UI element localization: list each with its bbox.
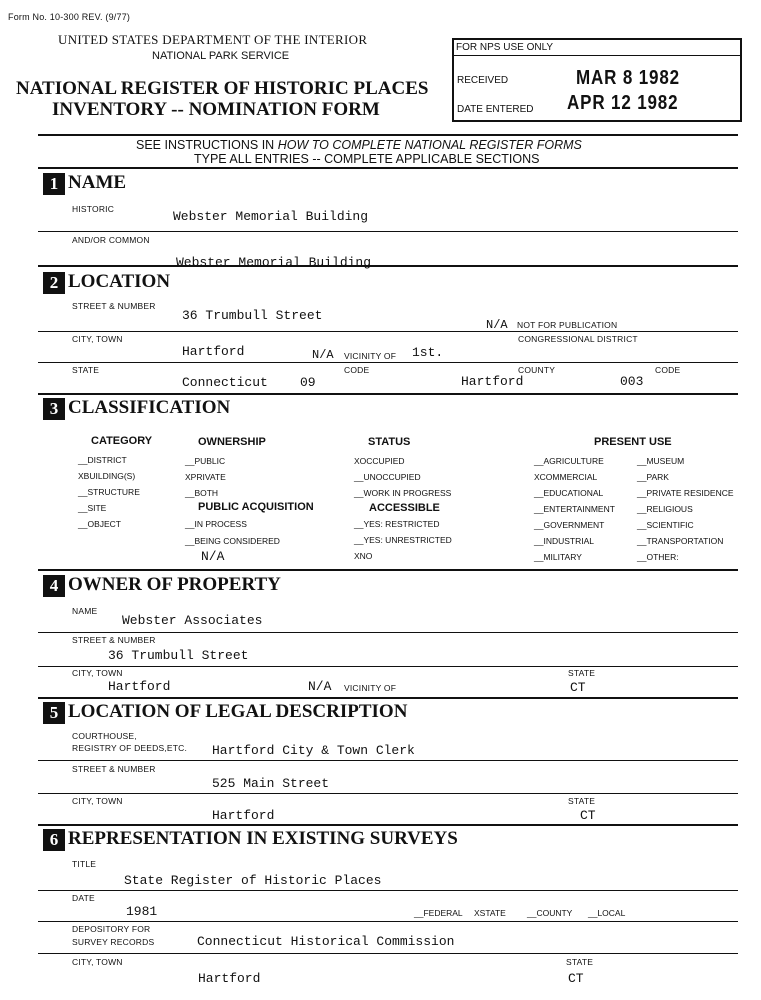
instructions-line1 bbox=[136, 138, 582, 152]
section-number: 3 bbox=[43, 398, 65, 420]
owner-city-label: CITY, TOWN bbox=[72, 668, 123, 678]
use-industrial[interactable]: __INDUSTRIAL bbox=[534, 536, 594, 546]
instructions-manual-title: HOW TO COMPLETE NATIONAL REGISTER FORMS bbox=[277, 138, 582, 152]
ownership-public[interactable]: __PUBLIC bbox=[185, 456, 226, 466]
district-field[interactable]: 1st. bbox=[412, 345, 444, 360]
rule bbox=[38, 953, 738, 954]
state-field[interactable]: Connecticut bbox=[182, 375, 268, 390]
use-educational[interactable]: __EDUCATIONAL bbox=[534, 488, 604, 498]
rule bbox=[38, 890, 738, 891]
rule bbox=[38, 921, 738, 922]
level-county[interactable]: __COUNTY bbox=[527, 908, 573, 918]
form-number: Form No. 10-300 REV. (9/77) bbox=[8, 12, 131, 22]
nps-box-heading: FOR NPS USE ONLY bbox=[456, 42, 554, 53]
legal-state-field[interactable]: CT bbox=[580, 808, 596, 823]
not-for-publication-label: NOT FOR PUBLICATION bbox=[517, 320, 618, 330]
courthouse-label: COURTHOUSE, bbox=[72, 731, 137, 741]
survey-city-field[interactable]: Hartford bbox=[198, 971, 261, 986]
rule bbox=[38, 666, 738, 667]
street-label: STREET & NUMBER bbox=[72, 301, 156, 311]
rule bbox=[38, 760, 738, 761]
category-site[interactable]: __SITE bbox=[78, 503, 107, 513]
owner-street-field[interactable]: 36 Trumbull Street bbox=[108, 648, 249, 663]
district-label: CONGRESSIONAL DISTRICT bbox=[518, 334, 638, 344]
section-title: CLASSIFICATION bbox=[68, 397, 231, 418]
section-number: 1 bbox=[43, 173, 65, 195]
use-entertainment[interactable]: __ENTERTAINMENT bbox=[534, 504, 615, 514]
survey-state-label: STATE bbox=[566, 957, 594, 967]
owner-street-label: STREET & NUMBER bbox=[72, 635, 156, 645]
section-title: NAME bbox=[68, 172, 127, 193]
received-label: RECEIVED bbox=[457, 75, 509, 86]
service-name: NATIONAL PARK SERVICE bbox=[152, 50, 290, 62]
status-unoccupied[interactable]: __UNOCCUPIED bbox=[354, 472, 421, 482]
section-number: 5 bbox=[43, 702, 65, 724]
acquisition-being-considered[interactable]: __BEING CONSIDERED bbox=[185, 536, 280, 546]
date-entered-label: DATE ENTERED bbox=[457, 104, 534, 115]
use-commercial[interactable]: XCOMMERCIAL bbox=[534, 472, 598, 482]
status-work-in-progress[interactable]: __WORK IN PROGRESS bbox=[354, 488, 452, 498]
street-field[interactable]: 36 Trumbull Street bbox=[182, 308, 323, 323]
section-title: OWNER OF PROPERTY bbox=[68, 574, 281, 595]
rule bbox=[38, 167, 738, 169]
accessible-no[interactable]: XNO bbox=[354, 551, 373, 561]
courthouse-field[interactable]: Hartford City & Town Clerk bbox=[212, 743, 415, 758]
acquisition-in-process[interactable]: __IN PROCESS bbox=[185, 519, 247, 529]
received-stamp: MAR 8 1982 bbox=[576, 67, 680, 89]
date-entered-stamp: APR 12 1982 bbox=[567, 92, 679, 114]
section-title: LOCATION OF LEGAL DESCRIPTION bbox=[68, 701, 408, 722]
owner-state-field[interactable]: CT bbox=[570, 680, 586, 695]
city-field[interactable]: Hartford bbox=[182, 344, 245, 359]
legal-street-label: STREET & NUMBER bbox=[72, 764, 156, 774]
survey-title-field[interactable]: State Register of Historic Places bbox=[124, 873, 382, 888]
nps-box-divider bbox=[454, 55, 740, 56]
legal-city-label: CITY, TOWN bbox=[72, 796, 123, 806]
category-district[interactable]: __DISTRICT bbox=[78, 455, 127, 465]
status-occupied[interactable]: XOCCUPIED bbox=[354, 456, 405, 466]
rule bbox=[38, 362, 738, 363]
rule bbox=[38, 632, 738, 633]
historic-name-field[interactable]: Webster Memorial Building bbox=[173, 209, 369, 224]
vicinity-label: VICINITY OF bbox=[344, 351, 397, 361]
rule bbox=[38, 265, 738, 267]
section-number: 4 bbox=[43, 575, 65, 597]
survey-date-field[interactable]: 1981 bbox=[126, 904, 158, 919]
county-field[interactable]: Hartford bbox=[461, 374, 524, 389]
depository-label: DEPOSITORY FOR bbox=[72, 924, 151, 934]
present-use-heading: PRESENT USE bbox=[594, 436, 672, 448]
category-heading: CATEGORY bbox=[91, 435, 153, 447]
survey-records-label: SURVEY RECORDS bbox=[72, 937, 155, 947]
historic-label: HISTORIC bbox=[72, 204, 115, 214]
legal-state-label: STATE bbox=[568, 796, 596, 806]
ownership-heading: OWNERSHIP bbox=[198, 436, 266, 448]
use-military[interactable]: __MILITARY bbox=[534, 552, 582, 562]
use-park[interactable]: __PARK bbox=[637, 472, 669, 482]
rule bbox=[38, 569, 738, 571]
category-object[interactable]: __OBJECT bbox=[78, 519, 121, 529]
county-code-label: CODE bbox=[655, 365, 681, 375]
level-federal[interactable]: __FEDERAL bbox=[414, 908, 463, 918]
common-name-label: AND/OR COMMON bbox=[72, 235, 150, 245]
rule bbox=[38, 231, 738, 232]
accessible-heading: ACCESSIBLE bbox=[369, 502, 440, 514]
legal-street-field[interactable]: 525 Main Street bbox=[212, 776, 330, 791]
rule bbox=[38, 697, 738, 699]
section-5-heading bbox=[43, 701, 407, 724]
section-6-heading bbox=[43, 828, 458, 851]
accessible-restricted[interactable]: __YES: RESTRICTED bbox=[354, 519, 440, 529]
category-building[interactable]: XBUILDING(S) bbox=[78, 471, 136, 481]
use-transportation[interactable]: __TRANSPORTATION bbox=[637, 536, 724, 546]
ownership-private[interactable]: XPRIVATE bbox=[185, 472, 226, 482]
owner-vicinity-mark[interactable]: N/A bbox=[308, 679, 332, 694]
owner-vicinity-label: VICINITY OF bbox=[344, 683, 397, 693]
category-structure[interactable]: __STRUCTURE bbox=[78, 487, 140, 497]
accessible-unrestricted[interactable]: __YES: UNRESTRICTED bbox=[354, 535, 452, 545]
section-number: 6 bbox=[43, 829, 65, 851]
owner-name-field[interactable]: Webster Associates bbox=[122, 613, 263, 628]
level-state[interactable]: XSTATE bbox=[474, 908, 506, 918]
use-scientific[interactable]: __SCIENTIFIC bbox=[637, 520, 694, 530]
state-code-field[interactable]: 09 bbox=[300, 375, 316, 390]
acquisition-value[interactable]: N/A bbox=[201, 549, 225, 564]
form-title-line2: INVENTORY -- NOMINATION FORM bbox=[52, 99, 380, 120]
not-for-publication-mark[interactable]: N/A bbox=[486, 318, 508, 332]
use-agriculture[interactable]: __AGRICULTURE bbox=[534, 456, 604, 466]
survey-title-label: TITLE bbox=[72, 859, 97, 869]
owner-state-label: STATE bbox=[568, 668, 596, 678]
use-private-residence[interactable]: __PRIVATE RESIDENCE bbox=[637, 488, 734, 498]
ownership-both[interactable]: __BOTH bbox=[185, 488, 219, 498]
section-3-heading bbox=[43, 397, 230, 420]
survey-date-label: DATE bbox=[72, 893, 95, 903]
instructions-line2: TYPE ALL ENTRIES -- COMPLETE APPLICABLE SECTIONS bbox=[194, 152, 540, 166]
common-name-field[interactable]: Webster Memorial Building bbox=[176, 255, 372, 270]
survey-state-field[interactable]: CT bbox=[568, 971, 584, 986]
department-name: UNITED STATES DEPARTMENT OF THE INTERIOR bbox=[58, 32, 368, 47]
status-heading: STATUS bbox=[368, 436, 411, 448]
city-label: CITY, TOWN bbox=[72, 334, 123, 344]
instructions-prefix: SEE INSTRUCTIONS IN bbox=[136, 138, 278, 152]
legal-city-field[interactable]: Hartford bbox=[212, 808, 275, 823]
county-code-field[interactable]: 003 bbox=[620, 374, 644, 389]
use-government[interactable]: __GOVERNMENT bbox=[534, 520, 605, 530]
nps-use-box bbox=[452, 38, 742, 122]
section-2-heading bbox=[43, 271, 170, 294]
rule bbox=[38, 793, 738, 794]
level-local[interactable]: __LOCAL bbox=[588, 908, 626, 918]
section-title: REPRESENTATION IN EXISTING SURVEYS bbox=[68, 828, 458, 849]
county-label: COUNTY bbox=[518, 365, 556, 375]
section-1-heading bbox=[43, 172, 126, 195]
vicinity-mark[interactable]: N/A bbox=[312, 348, 334, 362]
rule bbox=[38, 331, 738, 332]
section-title: LOCATION bbox=[68, 271, 171, 292]
use-religious[interactable]: __RELIGIOUS bbox=[637, 504, 693, 514]
public-acquisition-heading: PUBLIC ACQUISITION bbox=[198, 501, 314, 513]
rule bbox=[38, 393, 738, 395]
section-number: 2 bbox=[43, 272, 65, 294]
owner-name-label: NAME bbox=[72, 606, 98, 616]
use-museum[interactable]: __MUSEUM bbox=[637, 456, 685, 466]
rule bbox=[38, 134, 738, 136]
rule bbox=[38, 824, 738, 826]
code-label: CODE bbox=[344, 365, 370, 375]
owner-city-field[interactable]: Hartford bbox=[108, 679, 171, 694]
registry-label: REGISTRY OF DEEDS,ETC. bbox=[72, 743, 188, 753]
form-title-line1: NATIONAL REGISTER OF HISTORIC PLACES bbox=[16, 78, 429, 99]
survey-city-label: CITY, TOWN bbox=[72, 957, 123, 967]
state-label: STATE bbox=[72, 365, 100, 375]
section-4-heading bbox=[43, 574, 281, 597]
depository-field[interactable]: Connecticut Historical Commission bbox=[197, 934, 455, 949]
use-other[interactable]: __OTHER: bbox=[637, 552, 679, 562]
